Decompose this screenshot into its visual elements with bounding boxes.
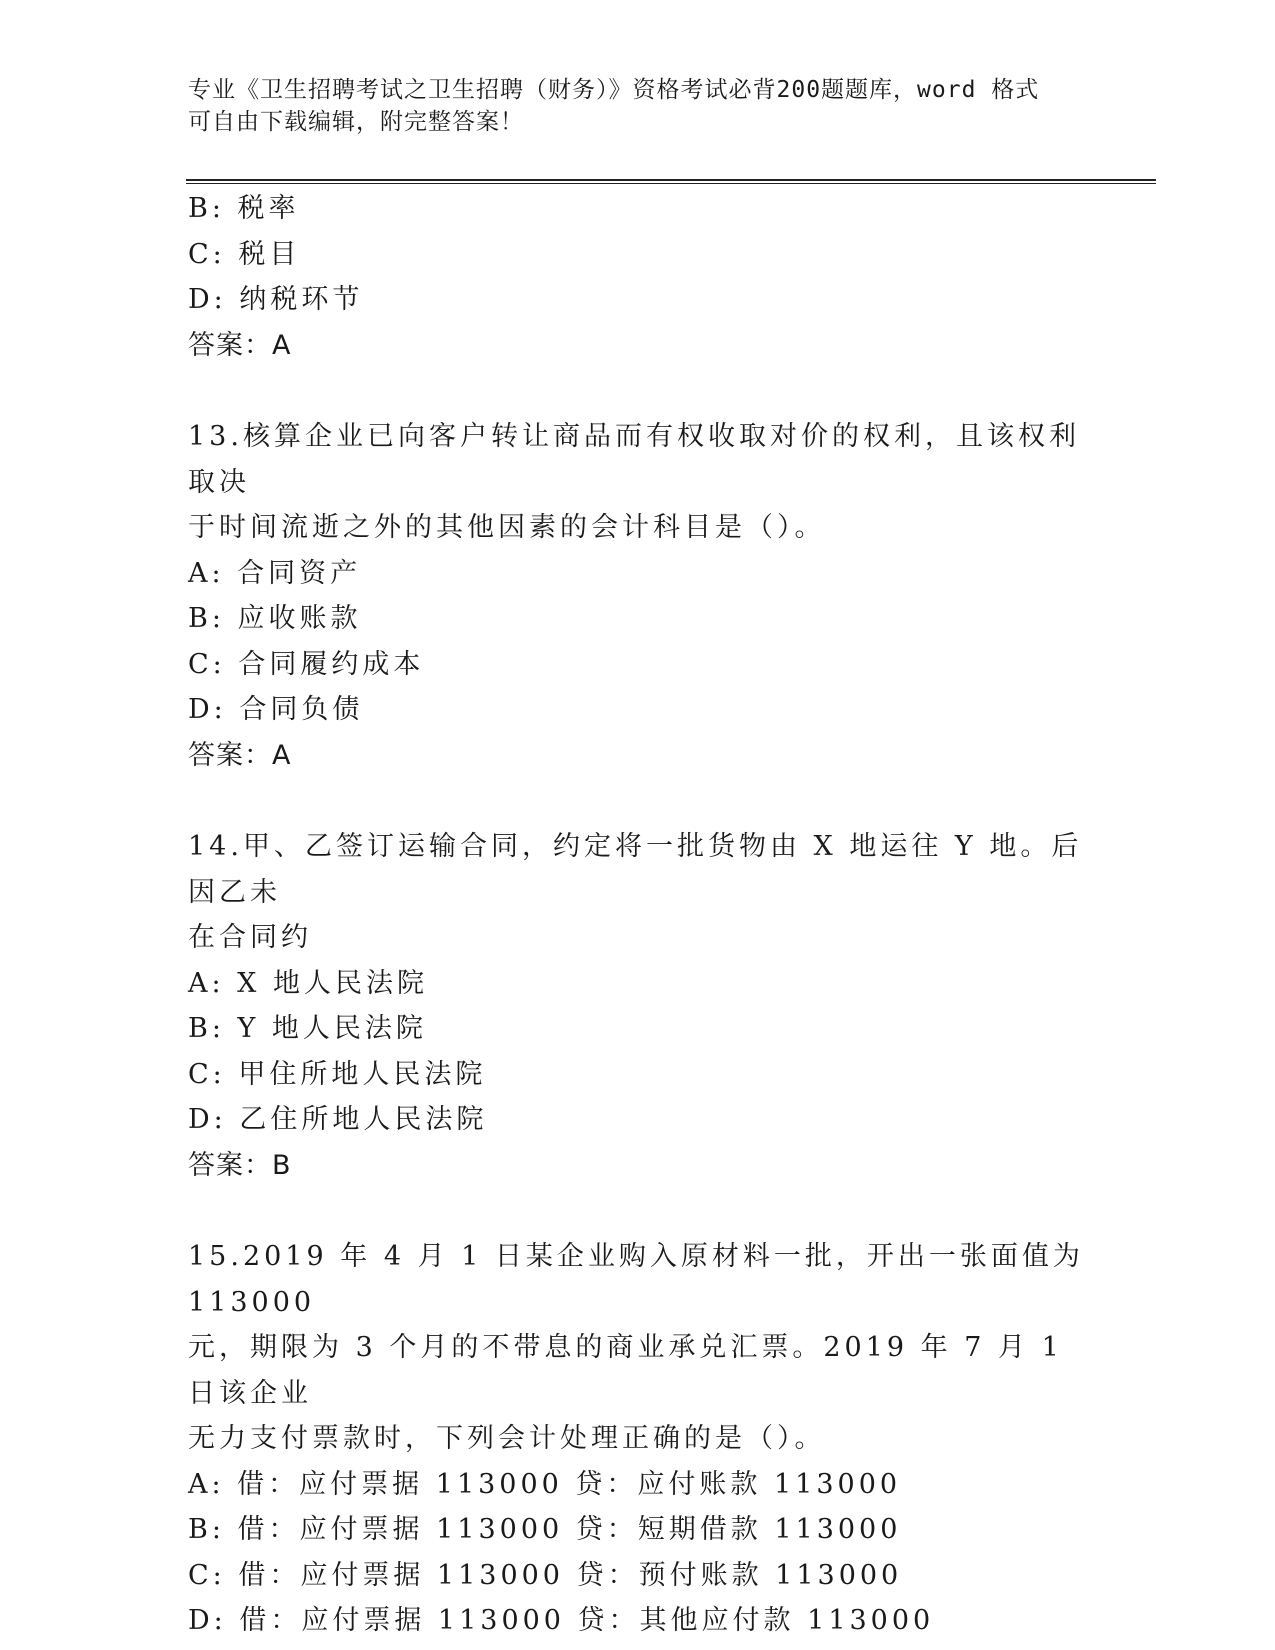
option-b: B: 税率: [188, 193, 300, 224]
question-stem-line: 元，期限为 3 个月的不带息的商业承兑汇票。2019 年 7 月 1 日该企业: [188, 1332, 1063, 1409]
spacer: [188, 778, 1088, 824]
question-15: [188, 1234, 1088, 1644]
question-stem-line: 14.甲、乙签订运输合同，约定将一批货物由 X 地运往 Y 地。后因乙未: [188, 831, 1083, 908]
option-a: A: X 地人民法院: [188, 967, 428, 999]
option-d: D: 乙住所地人民法院: [188, 1104, 488, 1135]
question-stem-line: 在合同约: [188, 922, 312, 953]
header-line-1: 专业《卫生招聘考试之卫生招聘（财务）》资格考试必背200题题库，word 格式: [188, 77, 1040, 103]
document-header: [188, 74, 1068, 138]
option-b: B: Y 地人民法院: [188, 1013, 427, 1044]
question-stem-line: 15.2019 年 4 月 1 日某企业购入原材料一批，开出一张面值为 113000: [188, 1241, 1084, 1318]
option-c: C: 税目: [188, 238, 301, 270]
option-d: D: 合同负债: [188, 694, 364, 725]
option-d: D: 纳税环节: [188, 284, 364, 315]
answer-line: 答案：A: [188, 739, 292, 771]
header-rule-thick: [186, 179, 1156, 181]
option-c: C: 借：应付票据 113000 贷：预付账款 113000: [188, 1559, 903, 1591]
answer-line: 答案：B: [188, 1149, 292, 1181]
answer-line: 答案：A: [188, 329, 292, 361]
question-13: [188, 414, 1088, 778]
option-c: C: 甲住所地人民法院: [188, 1058, 487, 1090]
option-d: D: 借：应付票据 113000 贷：其他应付款 113000: [188, 1605, 935, 1636]
question-14: [188, 824, 1088, 1188]
question-stem-line: 于时间流逝之外的其他因素的会计科目是（）。: [188, 512, 826, 543]
option-b: B: 应收账款: [188, 603, 362, 634]
option-a: A: 借：应付票据 113000 贷：应付账款 113000: [188, 1468, 902, 1500]
document-body: [188, 186, 1088, 1644]
option-c: C: 合同履约成本: [188, 648, 425, 680]
header-line-2: 可自由下载编辑，附完整答案！: [188, 109, 524, 135]
header-rule-thin: [186, 183, 1156, 184]
option-b: B: 借：应付票据 113000 贷：短期借款 113000: [188, 1514, 902, 1545]
spacer: [188, 1188, 1088, 1234]
question-stem-line: 13.核算企业已向客户转让商品而有权收取对价的权利，且该权利取决: [188, 421, 1080, 498]
question-12-continuation: [188, 186, 1088, 368]
question-stem-line: 无力支付票款时，下列会计处理正确的是（）。: [188, 1423, 826, 1454]
spacer: [188, 368, 1088, 414]
option-a: A: 合同资产: [188, 557, 362, 589]
